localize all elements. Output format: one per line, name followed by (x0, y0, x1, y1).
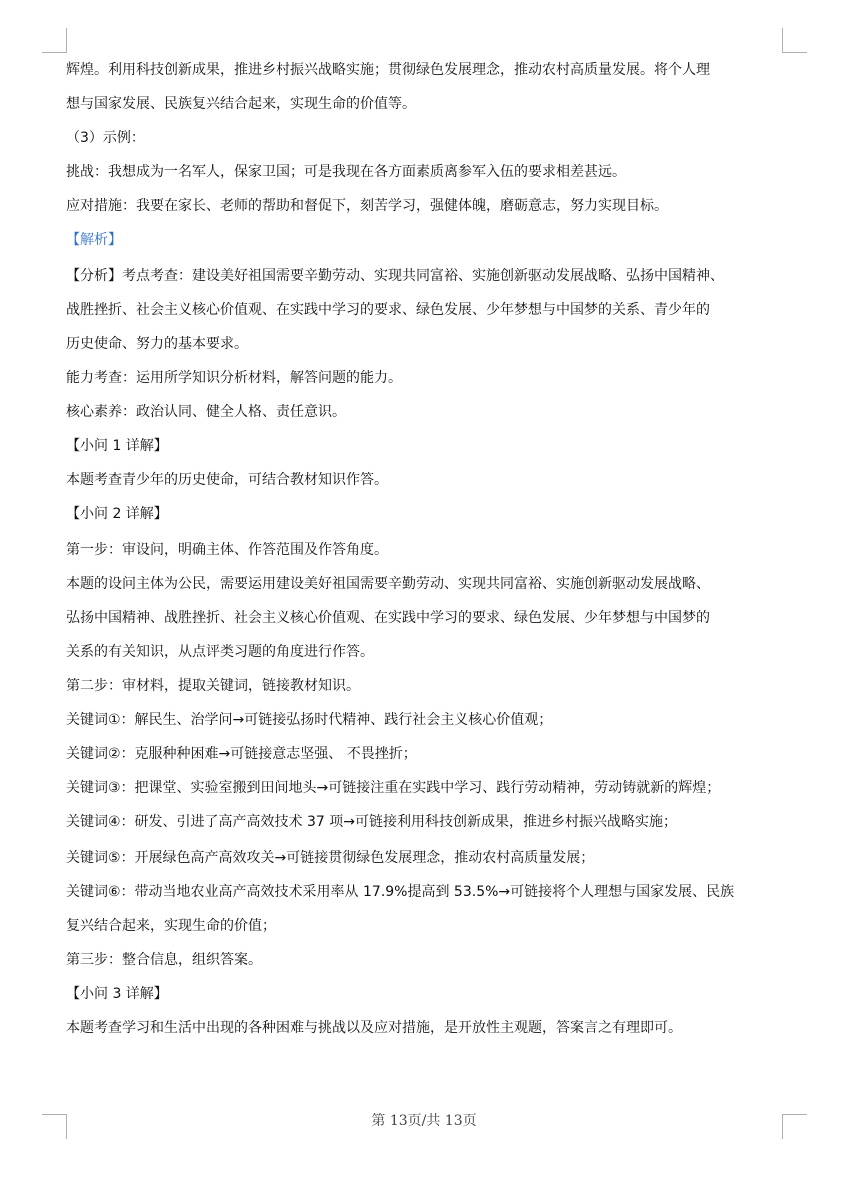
text-line: 关键词①：解民生、治学问→可链接弘扬时代精神、践行社会主义核心价值观； (66, 712, 553, 728)
text-line: 第一步：审设问，明确主体、作答范围及作答角度。 (66, 542, 388, 558)
text-line: 第二步：审材料，提取关键词，链接教材知识。 (66, 678, 360, 694)
text-line: 关键词⑥：带动当地农业高产高效技术采用率从 17.9%提高到 53.5%→可链接将个人理想与国家发展、民族 (66, 884, 735, 900)
text-line: 弘扬中国精神、战胜挫折、社会主义核心价值观、在实践中学习的要求、绿色发展、少年梦想与中国梦的 (66, 610, 710, 626)
text-line: 【分析】考点考查：建设美好祖国需要辛勤劳动、实现共同富裕、实施创新驱动发展战略、弘扬中国精神、 (66, 268, 724, 284)
text-line: 挑战：我想成为一名军人，保家卫国；可是我现在各方面素质离参军入伍的要求相差甚远。 (66, 164, 626, 180)
analysis-heading: 【解析】 (66, 232, 122, 248)
section-heading: 【小问 1 详解】 (66, 438, 168, 454)
crop-mark-top-right (782, 28, 807, 53)
text-line: 复兴结合起来，实现生命的价值； (66, 918, 276, 934)
text-line: （3）示例： (66, 130, 145, 146)
text-line: 关键词③：把课堂、实验室搬到田间地头→可链接注重在实践中学习、践行劳动精神，劳动铸就新的辉煌； (66, 780, 721, 796)
text-line: 第三步：整合信息，组织答案。 (66, 952, 262, 968)
text-line: 应对措施：我要在家长、老师的帮助和督促下，刻苦学习，强健体魄，磨砺意志，努力实现目标。 (66, 198, 668, 214)
text-line: 关系的有关知识，从点评类习题的角度进行作答。 (66, 644, 374, 660)
text-line: 本题考查青少年的历史使命，可结合教材知识作答。 (66, 472, 388, 488)
text-line: 核心素养：政治认同、健全人格、责任意识。 (66, 404, 346, 420)
section-heading: 【小问 2 详解】 (66, 506, 168, 522)
text-line: 能力考查：运用所学知识分析材料，解答问题的能力。 (66, 370, 402, 386)
text-line: 本题考查学习和生活中出现的各种困难与挑战以及应对措施，是开放性主观题，答案言之有理即可。 (66, 1020, 682, 1036)
text-line: 关键词②：克服种种困难→可链接意志坚强、 不畏挫折； (66, 746, 417, 762)
text-line: 辉煌。利用科技创新成果，推进乡村振兴战略实施；贯彻绿色发展理念，推动农村高质量发展。将个人理 (66, 62, 710, 78)
text-line: 本题的设问主体为公民，需要运用建设美好祖国需要辛勤劳动、实现共同富裕、实施创新驱动发展战略、 (66, 576, 710, 592)
text-line: 历史使命、努力的基本要求。 (66, 336, 248, 352)
text-line: 战胜挫折、社会主义核心价值观、在实践中学习的要求、绿色发展、少年梦想与中国梦的关系、青少年的 (66, 302, 710, 318)
text-line: 想与国家发展、民族复兴结合起来，实现生命的价值等。 (66, 96, 416, 112)
text-line: 关键词④：研发、引进了高产高效技术 37 项→可链接利用科技创新成果，推进乡村振兴战略实施； (66, 814, 677, 830)
crop-mark-top-left (42, 28, 67, 53)
page-number: 第 13页/共 13页 (371, 1113, 477, 1129)
section-heading: 【小问 3 详解】 (66, 986, 168, 1002)
text-line: 关键词⑤：开展绿色高产高效攻关→可链接贯彻绿色发展理念，推动农村高质量发展； (66, 850, 595, 866)
